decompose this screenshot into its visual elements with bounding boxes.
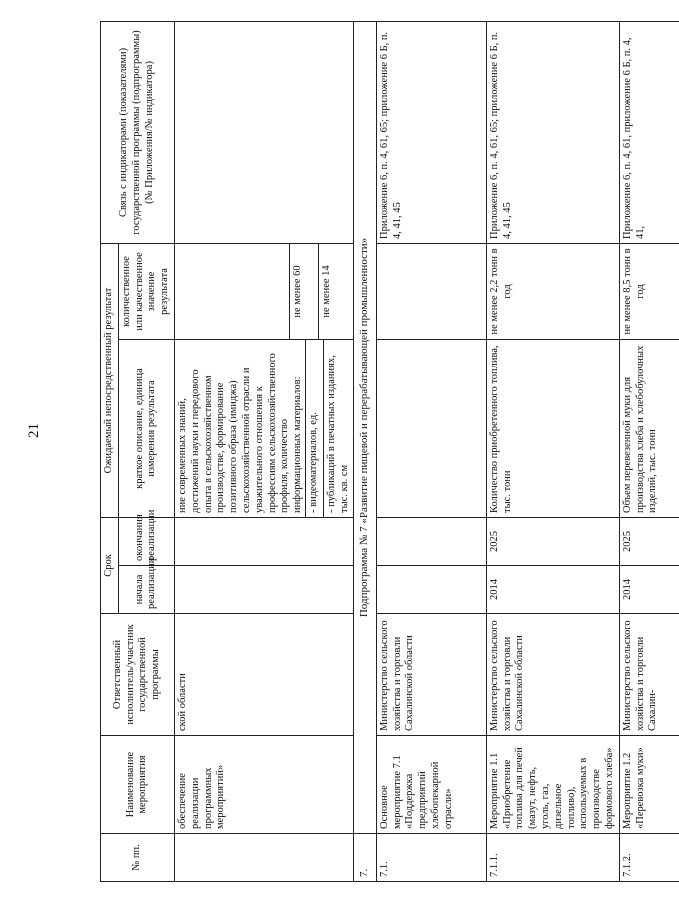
row-num: 7.1.1. [486, 834, 619, 882]
row-name: Мероприятие 1.2 «Перевозка муки» [619, 736, 679, 834]
cont-value-print: не менее 14 [318, 244, 353, 339]
cont-link [174, 21, 353, 243]
header-result: Ожидаемый непосредственный результат [101, 243, 119, 517]
row-desc: Количество приобретенного топлива, тыс. тонн [486, 339, 619, 517]
table-row [486, 21, 619, 881]
cont-num [174, 834, 353, 882]
header-link: Связь с индикаторами (показателями) государственной программы (подпрограммы) (№ Приложения/№ индикатора) [101, 21, 175, 243]
row-end [376, 517, 486, 565]
cont-name: обеспечение реализации программных мероприятий» [174, 736, 353, 834]
continuation-row [174, 21, 353, 881]
header-row [101, 21, 119, 881]
header-name: Наименование мероприятия [101, 736, 175, 834]
header-result-value: количественное или качественное значение результата [118, 243, 174, 339]
section-num: 7. [354, 834, 376, 882]
row-start: 2014 [486, 566, 619, 614]
header-result-desc: краткое описание, единица измерения результата [118, 339, 174, 517]
row-num: 7.1. [376, 834, 486, 882]
row-responsible: Министерство сельского хозяйства и торговли Сахалинской области [486, 614, 619, 736]
header-term-start: начала реализации [118, 566, 174, 614]
program-table [100, 21, 679, 882]
page-number: 21 [26, 423, 42, 438]
row-value [376, 243, 486, 339]
cont-desc-video: - видеоматериалов, ед. [305, 340, 323, 517]
cont-responsible: ской области [174, 614, 353, 736]
row-name: Основное мероприятие 7.1 «Поддержка предприятий хлебопекарной отрасли» [376, 736, 486, 834]
cont-end [174, 517, 353, 565]
row-desc: Объем перевезенной муки для производства хлеба и хлебобулочных изделий, тыс. тонн [619, 339, 679, 517]
row-name: Мероприятие 1.1 «Приобретение топлива для печей (мазут, нефть, уголь, газ, дизельное топливо), используемых в производстве формового хлеба» [486, 736, 619, 834]
row-link: Приложение 6, п. 4, 61, 65; приложение 6 Б, п. 4, 41, 45 [486, 21, 619, 243]
row-link: Приложение 6, п. 4, 61, приложение 6 Б, п. 4, 41, [619, 21, 679, 243]
rotated-page [100, 22, 659, 882]
section-row [354, 21, 376, 881]
table-row [619, 21, 679, 881]
row-responsible: Министерство сельского хозяйства и торговли Сахалин- [619, 614, 679, 736]
table-row [376, 21, 486, 881]
header-term-end: окончания реализации [118, 517, 174, 565]
row-responsible: Министерство сельского хозяйства и торговли Сахалинской области [376, 614, 486, 736]
header-num: № пп. [101, 834, 175, 882]
row-end: 2025 [486, 517, 619, 565]
row-start: 2014 [619, 566, 679, 614]
row-start [376, 566, 486, 614]
row-value: не менее 8,5 тонн в год [619, 243, 679, 339]
cont-desc-main: ние современных знаний, достижений науки и передового опыта в сельскохозяйственном производстве, формирование позитивного образа (имиджа) сельскохозяйственной отрасли и уважительного отношения к профессиям сельскохозяйственного профиля, количество информационных материалов: [176, 353, 304, 513]
row-link: Приложение 6, п. 4, 61, 65; приложение 6 Б, п. 4, 41, 45 [376, 21, 486, 243]
row-value: не менее 2,2 тонн в год [486, 243, 619, 339]
row-num: 7.1.2. [619, 834, 679, 882]
row-desc [376, 339, 486, 517]
header-responsible: Ответственный исполнитель/участник государственной программы [101, 614, 175, 736]
section-title: Подпрограмма № 7 «Развитие пищевой и перерабатывающей промышленности» [354, 21, 376, 833]
cont-value [174, 243, 353, 339]
cont-desc-print: - публикаций в печатных изданиях, тыс. кв. см [323, 340, 354, 517]
header-term: Срок [101, 517, 119, 613]
cont-desc [174, 339, 353, 517]
cont-start [174, 566, 353, 614]
cont-value-video: не менее 60 [289, 244, 318, 339]
row-end: 2025 [619, 517, 679, 565]
